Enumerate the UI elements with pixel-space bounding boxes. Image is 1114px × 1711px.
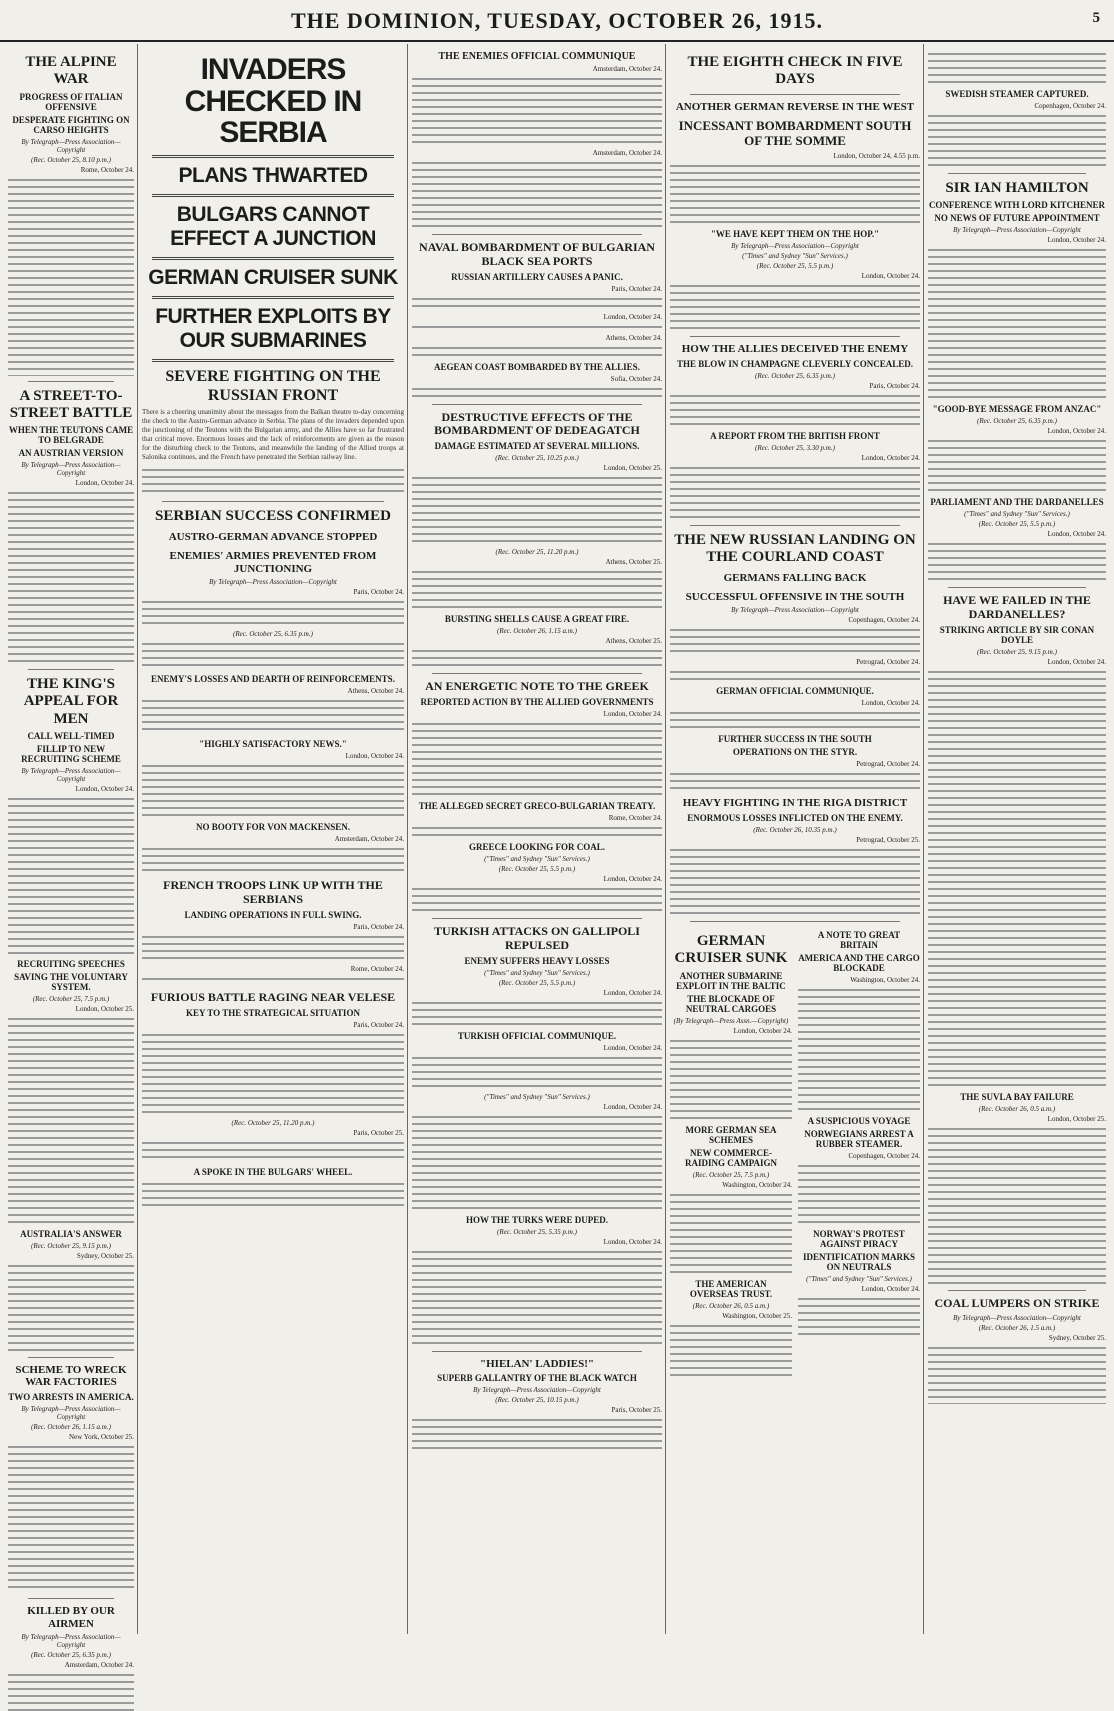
article-text [142,1031,404,1115]
received-line: (Rec. October 25, 7.5 p.m.) [692,1170,770,1179]
article-text [142,845,404,873]
dateline: Sydney, October 25. [76,1251,134,1260]
article-text [412,1054,662,1089]
dateline: Paris, October 24. [353,1020,404,1029]
dateline: London, October 24. [1047,236,1106,245]
dateline: London, October 24. [603,1043,662,1052]
article-text [142,762,404,818]
article-text [412,824,662,838]
lead-headline: INVADERS CHECKED IN SERBIA [184,53,362,149]
subheading: A NOTE TO GREAT BRITAIN [817,930,901,951]
subheading: ENORMOUS LOSSES INFLICTED ON THE ENEMY. [687,813,903,824]
credit-line: By Telegraph—Press Association—Copyright [21,461,121,477]
article-text [412,647,662,668]
subheading: NEW COMMERCE-RAIDING CAMPAIGN [684,1147,778,1168]
article-text [412,75,662,145]
subheading: "HIGHLY SATISFACTORY NEWS." [199,739,347,750]
left-subcolumn [670,927,792,1382]
dateline: Petrograd, October 24. [856,760,920,769]
received-line: (Rec. October 25, 10.15 p.m.) [495,1396,579,1405]
article-text [798,986,920,1112]
subheading: SWEDISH STEAMER CAPTURED. [945,89,1089,99]
divider [28,669,114,670]
article-text [412,344,662,358]
received-line: (Rec. October 26, 0.5 a.m.) [978,1104,1056,1113]
divider [28,1357,114,1358]
column-2 [142,48,404,1636]
subheading: ANOTHER SUBMARINE EXPLOIT IN THE BALTIC [676,970,786,991]
received-line: (Rec. October 26, 0.5 a.m.) [692,1301,770,1310]
article-text [412,295,662,309]
subheading: REPORTED ACTION BY THE ALLIED GOVERNMENTS [420,696,654,707]
headline: HOW THE ALLIES DECEIVED THE ENEMY [681,343,909,356]
headline: HEAVY FIGHTING IN THE RIGA DISTRICT [682,797,908,810]
dateline: London, October 24. [861,1285,920,1294]
subheading: "WE HAVE KEPT THEM ON THE HOP." [710,229,880,240]
credit-line: By Telegraph—Press Association—Copyright [731,606,859,615]
article-text [412,720,662,797]
dateline: Sydney, October 25. [1048,1333,1106,1342]
lead-subheadline: BULGARS CANNOT EFFECT A JUNCTION [170,202,376,250]
divider [152,257,394,260]
credit-line: ("Times" and Sydney "Sun" Services.) [484,1092,590,1101]
subheading: FURTHER SUCCESS IN THE SOUTH [718,734,872,745]
subheading: NORWEGIANS ARREST A RUBBER STEAMER. [804,1129,914,1150]
article-text [928,112,1106,168]
dateline: Athens, October 24. [347,687,404,696]
subheading: AUSTRALIA'S ANSWER [20,1228,122,1239]
dateline: London, October 24. [75,479,134,487]
dateline: Athens, October 25. [605,558,662,567]
dateline: Rome, October 24. [350,964,404,973]
credit-line: By Telegraph—Press Association—Copyright [953,226,1081,235]
article-text [8,1671,134,1711]
divider [432,1351,642,1352]
dateline: London, October 24. [603,874,662,883]
subheading: CALL WELL-TIMED [27,730,115,741]
dateline: Amsterdam, October 24. [334,835,404,844]
lead-subheadline: FURTHER EXPLOITS BY OUR SUBMARINES [155,305,391,353]
article-text [8,176,134,376]
dateline: Amsterdam, October 24. [592,149,662,157]
article-text [670,846,920,916]
divider [152,194,394,197]
credit-line: By Telegraph—Press Association—Copyright [473,1386,601,1395]
received-line: (Rec. October 26, 1.5 a.m.) [978,1323,1056,1332]
column-rule [665,44,666,1634]
article-text [928,1125,1106,1285]
dateline: London, October 24. [1047,427,1106,436]
dateline: London, October 24. [733,1026,792,1035]
divider [152,296,394,299]
headline: SERBIAN SUCCESS CONFIRMED [155,508,391,525]
article-text [412,159,662,229]
article-text [798,1295,920,1337]
article-text [142,1180,404,1208]
article-text [412,1113,662,1211]
divider [690,525,900,526]
article-text [142,933,404,961]
article-text [798,1162,920,1225]
subheading: SUCCESSFUL OFFENSIVE IN THE SOUTH [685,590,905,603]
divider [948,1290,1086,1291]
divider [28,1598,114,1599]
subheading: INCESSANT BOMBARDMENT SOUTH OF THE SOMME [678,118,912,149]
dateline: London, October 24. [603,1237,662,1246]
article-text [670,392,920,427]
received-line: (Rec. October 25, 5.5 p.m.) [498,978,576,987]
dateline: London, October 24. [603,312,662,321]
credit-line: By Telegraph—Press Association—Copyright [209,578,337,587]
subheading: OPERATIONS ON THE STYR. [732,747,858,758]
article-text [670,1322,792,1378]
subheading: DAMAGE ESTIMATED AT SEVERAL MILLIONS. [434,441,640,452]
dateline: Petrograd, October 24. [856,658,920,667]
credit-line: ("Times" and Sydney "Sun" Services.) [484,854,590,863]
divider [948,587,1086,588]
dateline: Copenhagen, October 24. [848,1152,920,1161]
subheading: SAVING THE VOLUNTARY SYSTEM. [14,971,128,992]
lead-summary: There is a cheering unanimity about the messages from the Balkan theatre to-day concerning the check to the Austro-German advance in Serbia. The plans of the invaders depended upon the junctioning of the Teutons with the Bulgarian army, and the Allies have so far frustrated that critical move. Enormous losses and the lack of reinforcements are given as the reason for the disturbing check to the Teutons, and meanwhile the landing of the Allied troops at Salonika continues, and the French have penetrated the Serbian railway line. [142,408,404,462]
article-text [142,640,404,670]
headline: FRENCH TROOPS LINK UP WITH THE SERBIANS [163,878,383,907]
dateline: London, October 24. [603,1102,662,1111]
lead-subheadline: PLANS THWARTED [178,163,368,187]
subheading: PARLIAMENT AND THE DARDANELLES [930,497,1104,508]
article-text [412,999,662,1027]
article-text [670,162,920,225]
split-section [670,927,920,1382]
subheading: A REPORT FROM THE BRITISH FRONT [710,430,880,441]
credit-line: (By Telegraph—Press Assn.—Copyright) [673,1016,789,1025]
dateline: Washington, October 25. [722,1311,792,1320]
article-text [412,1248,662,1346]
credit-line: ("Times" and Sydney "Sun" Services.) [964,510,1070,519]
subheading: AEGEAN COAST BOMBARDED BY THE ALLIES. [434,361,640,372]
article-text [142,598,404,626]
article-text [412,323,662,330]
article-text [670,282,920,331]
article-text [8,1443,134,1593]
credit-line: By Telegraph—Press Association—Copyright [21,1633,121,1650]
masthead [0,0,1114,42]
divider [690,336,900,337]
column-1 [8,48,134,1670]
subheading: GERMANS FALLING BACK [723,572,867,585]
headline: GERMAN CRUISER SUNK [674,933,788,967]
credit-line: By Telegraph—Press Association—Copyright [953,1313,1081,1322]
subheading: FILLIP TO NEW RECRUITING SCHEME [21,743,121,764]
received-line: (Rec. October 25, 6.35 p.m.) [31,1651,111,1660]
article-text [142,1139,404,1163]
subheading: A SPOKE IN THE BULGARS' WHEEL. [193,1166,353,1177]
headline: DESTRUCTIVE EFFECTS OF THE BOMBARDMENT OF DEDEAGATCH [434,409,640,438]
subheading: ENEMIES' ARMIES PREVENTED FROM JUNCTIONING [169,550,377,575]
subheading: ENEMY SUFFERS HEAVY LOSSES [464,955,610,966]
subheading: THE BLOCKADE OF NEUTRAL CARGOES [685,993,777,1014]
subheading: THE AMERICAN OVERSEAS TRUST. [689,1278,773,1299]
column-5 [928,48,1106,1636]
subheading: AMERICA AND THE CARGO BLOCKADE [798,953,920,974]
subheading: DESPERATE FIGHTING ON CARSO HEIGHTS [12,114,130,135]
article-text [670,709,920,730]
subheading: ENEMY'S LOSSES AND DEARTH OF REINFORCEMENTS. [151,674,395,685]
article-text [412,474,662,544]
credit-line: ("Times" and Sydney "Sun" Services.) [806,1275,912,1284]
dateline: London, October 25. [603,464,662,473]
divider [432,918,642,919]
divider [152,359,394,362]
subheading: CONFERENCE WITH LORD KITCHENER [928,200,1106,211]
dateline: Amsterdam, October 24. [592,65,662,73]
received-line: (Rec. October 25, 5.5 p.m.) [756,262,834,271]
subheading: RUSSIAN ARTILLERY CAUSES A PANIC. [451,271,623,282]
article-text [142,975,404,985]
received-line: (Rec. October 25, 10.25 p.m.) [495,454,579,463]
subheading: IDENTIFICATION MARKS ON NEUTRALS [802,1252,916,1273]
subheading: ANOTHER GERMAN REVERSE IN THE WEST [675,100,915,113]
credit-line: By Telegraph—Press Association—Copyright [731,242,859,251]
credit-line: By Telegraph—Press Association—Copyright [21,137,121,154]
lead-subheadline: GERMAN CRUISER SUNK [148,265,398,289]
received-line: (Rec. October 25, 11.20 p.m.) [231,1118,315,1127]
dateline: Sofia, October 24. [610,374,662,383]
column-3 [412,48,662,1636]
received-line: (Rec. October 26, 1.15 a.m.) [497,627,577,636]
dateline: Paris, October 24. [611,284,662,293]
page-number: 5 [1092,10,1100,26]
article-text [8,1015,134,1225]
credit-line: ("Times" and Sydney "Sun" Services.) [742,252,848,261]
headline: AN ENERGETIC NOTE TO THE GREEK [425,679,649,694]
article-text [670,668,920,682]
divider [948,173,1086,174]
subheading: NO BOOTY FOR VON MACKENSEN. [195,822,351,833]
dateline: Paris, October 24. [353,588,404,597]
credit-line: ("Times" and Sydney "Sun" Services.) [484,968,590,977]
subheading: "GOOD-BYE MESSAGE FROM ANZAC" [932,404,1102,415]
dateline: London, October 24. [861,272,920,281]
divider [432,234,642,235]
divider [690,94,900,95]
article-text [670,464,920,520]
article-text [412,385,662,399]
lead-subheadline: SEVERE FIGHTING ON THE RUSSIAN FRONT [165,368,381,404]
dateline: Paris, October 25. [353,1128,404,1137]
subheading: WHEN THE TEUTONS CAME TO BELGRADE [8,425,134,445]
subheading: LANDING OPERATIONS IN FULL SWING. [184,909,362,920]
credit-line: By Telegraph—Press Association—Copyright [21,1405,121,1422]
received-line: (Rec. October 25, 3.30 p.m.) [755,443,835,452]
subheading: NO NEWS OF FUTURE APPOINTMENT [934,213,1100,224]
headline: A STREET-TO-STREET BATTLE [9,387,133,421]
received-line: (Rec. October 25, 6.35 p.m.) [755,371,835,380]
received-line: (Rec. October 26, 10.35 p.m.) [753,826,837,835]
subheading: HOW THE TURKS WERE DUPED. [465,1214,609,1225]
subheading: TURKISH OFFICIAL COMMUNIQUE. [457,1030,617,1041]
article-text [928,50,1106,85]
headline: COAL LUMPERS ON STRIKE [934,1295,1100,1310]
article-text [8,1262,134,1352]
subheading: KEY TO THE STRATEGICAL SITUATION [186,1007,360,1018]
article-text [142,466,404,496]
subheading: TWO ARRESTS IN AMERICA. [8,1392,134,1403]
received-line: (Rec. October 25, 9.15 p.m.) [977,647,1057,656]
dateline: London, October 24. [603,709,662,718]
received-line: (Rec. October 25, 6.35 p.m.) [233,630,313,639]
dateline: Athens, October 25. [605,637,662,646]
divider [28,381,114,382]
dateline: New York, October 25. [69,1433,134,1442]
subheading: STRIKING ARTICLE BY SIR CONAN DOYLE [939,624,1095,645]
divider [152,155,394,158]
column-rule [407,44,408,1634]
article-text [670,1037,792,1121]
article-text [928,246,1106,400]
dateline: Rome, October 24. [80,165,134,174]
subheading: THE BLOW IN CHAMPAGNE CLEVERLY CONCEALED. [676,358,914,369]
article-text [142,697,404,735]
divider [162,501,384,502]
dateline: Paris, October 24. [353,922,404,931]
headline: FURIOUS BATTLE RAGING NEAR VELESE [150,989,396,1004]
dateline: Washington, October 24. [850,976,920,985]
headline: THE KING'S APPEAL FOR MEN [23,676,119,727]
dateline: Petrograd, October 25. [856,836,920,845]
right-subcolumn [798,927,920,1382]
dateline: London, October 25. [1047,1114,1106,1123]
column-rule [923,44,924,1634]
subheading: SUPERB GALLANTRY OF THE BLACK WATCH [437,1373,637,1384]
dateline: Paris, October 25. [611,1406,662,1415]
article-text [928,540,1106,582]
received-line: (Rec. October 25, 5.5 p.m.) [498,864,576,873]
column-rule [137,44,138,1634]
divider [690,921,900,922]
dateline: London, October 24. [345,752,404,761]
headline: SIR IAN HAMILTON [945,180,1089,196]
dateline: London, October 24. [1047,530,1106,539]
divider [432,404,642,405]
dateline: Copenhagen, October 24. [848,616,920,625]
headline: "HIELAN' LADDIES!" [480,1357,594,1370]
received-line: (Rec. October 25, 8.10 p.m.) [31,155,111,164]
received-line: (Rec. October 25, 9.15 p.m.) [31,1241,111,1250]
column-4 [670,48,920,1636]
headline: THE ALPINE WAR [25,54,117,88]
article-text [8,489,134,664]
dateline: London, October 24, 4.55 p.m. [833,152,920,161]
article-text [670,770,920,791]
subheading: PROGRESS OF ITALIAN OFFENSIVE [19,91,123,112]
subheading: BURSTING SHELLS CAUSE A GREAT FIRE. [444,614,630,625]
dateline: London, October 24. [603,988,662,997]
masthead-title: THE DOMINION, TUESDAY, OCTOBER 26, 1915. [290,8,824,33]
article-text [670,626,920,654]
dateline: London, October 25. [75,1004,134,1013]
article-text [928,668,1106,1088]
headline: KILLED BY OUR AIRMEN [27,1605,115,1630]
subheading: RECRUITING SPEECHES [17,958,125,969]
divider [432,673,642,674]
article-text [928,1344,1106,1404]
received-line: (Rec. October 26, 1.15 a.m.) [31,1423,111,1432]
article-text [928,437,1106,493]
dateline: London, October 24. [861,453,920,462]
headline: TURKISH ATTACKS ON GALLIPOLI REPULSED [434,923,640,952]
dateline: London, October 24. [861,699,920,708]
dateline: Washington, October 24. [722,1180,792,1189]
headline: NAVAL BOMBARDMENT OF BULGARIAN BLACK SEA PORTS [419,240,655,268]
subheading: GREECE LOOKING FOR COAL. [468,841,605,852]
dateline: Amsterdam, October 24. [64,1661,134,1670]
received-line: (Rec. October 25, 6.35 p.m.) [977,417,1057,426]
dateline: Copenhagen, October 24. [1034,102,1106,110]
headline: THE NEW RUSSIAN LANDING ON THE COURLAND COAST [674,531,916,565]
subheading: GERMAN OFFICIAL COMMUNIQUE. [716,686,874,697]
received-line: (Rec. October 25, 5.5 p.m.) [978,520,1056,529]
headline: SCHEME TO WRECK WAR FACTORIES [15,1363,127,1389]
headline: THE ENEMIES OFFICIAL COMMUNIQUE [438,51,636,62]
article-text [8,795,134,955]
received-line: (Rec. October 25, 5.35 p.m.) [497,1227,577,1236]
subheading: AN AUSTRIAN VERSION [18,448,124,458]
subheading: AUSTRO-GERMAN ADVANCE STOPPED [168,531,378,544]
subheading: A SUSPICIOUS VOYAGE [807,1116,911,1127]
subheading: THE SUVLA BAY FAILURE [960,1091,1074,1102]
headline: THE EIGHTH CHECK IN FIVE DAYS [687,54,903,88]
article-text [670,1191,792,1275]
received-line: (Rec. October 25, 11.20 p.m.) [495,548,579,557]
dateline: Rome, October 24. [608,813,662,822]
subheading: THE ALLEGED SECRET GRECO-BULGARIAN TREATY. [418,800,656,811]
article-text [412,1416,662,1451]
received-line: (Rec. October 25, 7.5 p.m.) [32,994,110,1003]
subheading: MORE GERMAN SEA SCHEMES [685,1124,777,1145]
article-text [412,568,662,610]
dateline: Paris, October 24. [869,381,920,390]
subheading: NORWAY'S PROTEST AGAINST PIRACY [813,1229,905,1250]
headline: HAVE WE FAILED IN THE DARDANELLES? [943,593,1091,622]
dateline: London, October 24. [75,784,134,793]
dateline: Athens, October 24. [605,333,662,342]
dateline: London, October 24. [1047,657,1106,666]
credit-line: By Telegraph—Press Association—Copyright [21,766,121,783]
article-text [412,885,662,913]
